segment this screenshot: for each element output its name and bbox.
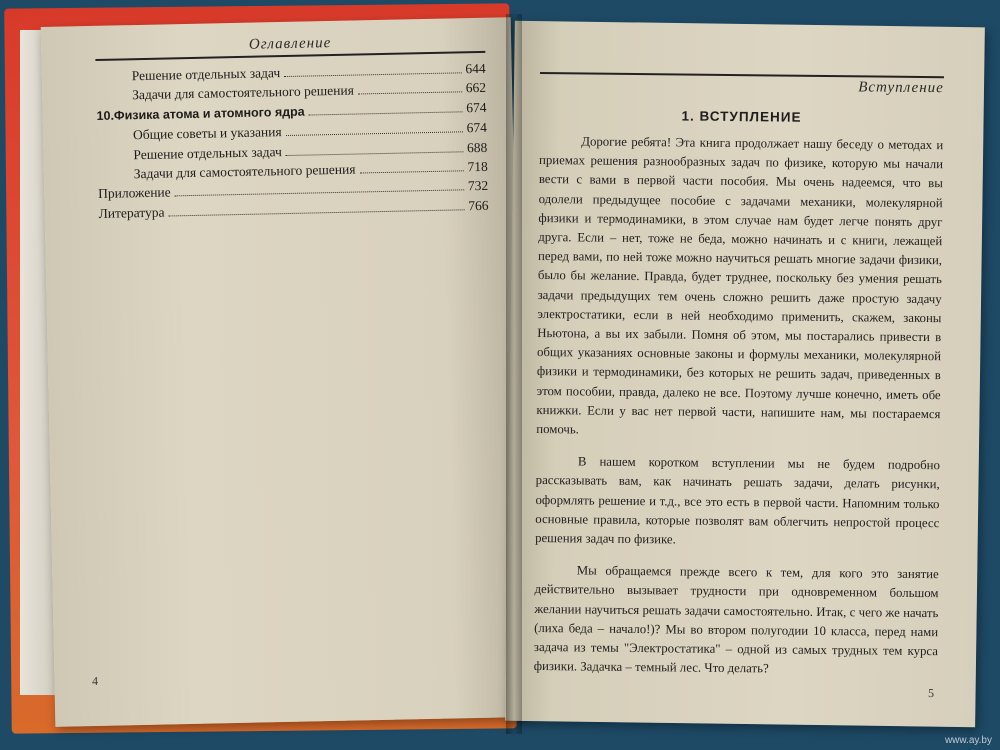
toc-leader-dots <box>175 190 464 197</box>
right-running-head: Вступление <box>540 72 944 97</box>
toc-leader-dots <box>360 170 464 173</box>
toc-entry-title: Задачи для самостоятельного решения <box>133 161 356 182</box>
left-running-head: Оглавление <box>95 32 485 61</box>
right-page-text <box>534 72 944 681</box>
toc-leader-dots <box>286 132 463 137</box>
paragraph: В нашем коротком вступлении мы не будем подробно рассказывать вам, как начинать решать задачи, делать рисунки, оформлять решение и т.д., все это есть в первой части. Напомним только основные правила, которые позволят вам облегчить непростой процесс решения задач по физике. <box>535 454 940 547</box>
chapter-title: 1. ВСТУПЛЕНИЕ <box>681 108 802 125</box>
toc-entry-page: 662 <box>465 80 487 96</box>
toc-leader-dots <box>284 72 461 77</box>
toc-entry-title: Задачи для самостоятельного решения <box>132 82 355 103</box>
toc-entry-title: Решение отдельных задач <box>133 143 282 162</box>
toc-leader-dots <box>309 111 463 115</box>
toc-entry-title: Решение отдельных задач <box>131 65 281 84</box>
table-of-contents <box>95 32 489 223</box>
watermark: www.ay.by <box>944 735 992 746</box>
toc-leader-dots <box>358 92 462 95</box>
book-gutter <box>506 14 522 734</box>
toc-entry-page: 732 <box>467 178 489 194</box>
paragraph: Дорогие ребята! Эта книга продолжает нашу беседу о методах и приемах решения разнообразных задач по физике, которую мы начали вести с вами в первой части пособия. Мы очень надеемся, что вы одолели предыдущее пособие с задачами механики, молекулярной физики и термодинамики, в этом случае нам будет легче понять друг друга. Если – нет, тоже не беда, можно начинать и с книги, лежащей перед вами, по ней тоже можно научиться решать многие задачи физики, было бы желание. Правда, будет труднее, поскольку без умения решать задачи предыдущих тем очень сложно решить даже простую задачу электростатики, если в ней необходимо применить, скажем, законы Ньютона, а вы их забыли. Помня об этом, мы постарались привести в общих указаниях основные законы и формулы механики, молекулярной физики и термодинамики, без которых не решить задач, приведенных в этом пособии, правда, далеко не все. Поэтому лучше конечно, иметь обе книжки. Если у вас нет первой части, напишите нам, мы постараемся помочь. <box>536 134 944 437</box>
paragraph: Мы обращаемся прежде всего к тем, для кого это занятие действительно вызывает трудности при одновременном большом желании научиться решать задачи самостоятельно. Итак, с чего же начать (лиха беда – начало!)? Мы во втором полугодии 10 класса, перед нами задача из темы "Электростатика" – одной из самых трудных тем курса физики. Задачка – темный лес. Что делать? <box>533 563 939 676</box>
toc-entry-page: 674 <box>466 99 487 116</box>
toc-leader-dots <box>286 151 463 156</box>
right-page-number: 5 <box>927 685 935 701</box>
left-page-number: 4 <box>91 673 99 689</box>
toc-entry-page: 766 <box>468 197 489 214</box>
toc-list <box>96 59 489 223</box>
toc-entry-title: 10.Физика атома и атомного ядра <box>96 104 305 123</box>
toc-entry-title: Литература <box>98 204 165 221</box>
toc-entry-page: 718 <box>467 158 488 175</box>
toc-leader-dots <box>169 209 465 216</box>
toc-entry-page: 674 <box>466 120 488 136</box>
toc-entry-title: Общие советы и указания <box>132 124 282 143</box>
toc-entry-title: Приложение <box>98 184 171 202</box>
toc-entry-page: 644 <box>465 60 486 77</box>
toc-entry-page: 688 <box>466 139 488 155</box>
